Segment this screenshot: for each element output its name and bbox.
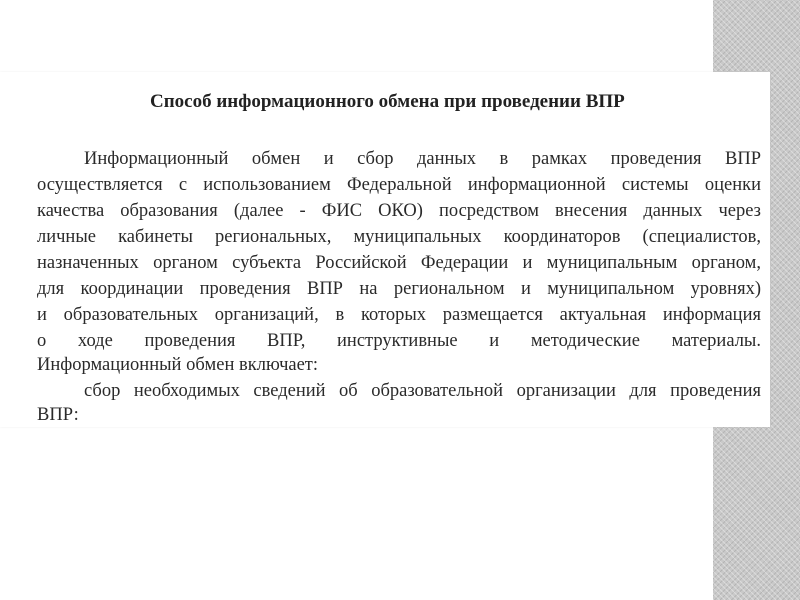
document-line: личные кабинеты региональных, муниципальных координаторов (специалистов, <box>37 227 761 247</box>
document-scan <box>0 72 770 427</box>
document-line: качества образования (далее - ФИС ОКО) посредством внесения данных через <box>37 201 761 221</box>
document-line: Информационный обмен включает: <box>37 355 319 375</box>
document-line: и образовательных организаций, в которых размещается актуальная информация <box>37 305 761 325</box>
document-line: назначенных органом субъекта Российской Федерации и муниципальным органом, <box>37 253 761 273</box>
document-line: ВПР: <box>37 405 79 425</box>
document-title: Способ информационного обмена при проведении ВПР <box>150 91 625 112</box>
document-line: сбор необходимых сведений об образовательной организации для проведения <box>84 381 761 401</box>
document-line: осуществляется с использованием Федеральной информационной системы оценки <box>37 175 761 195</box>
document-line: для координации проведения ВПР на региональном и муниципальном уровнях) <box>37 279 761 299</box>
document-line: о ходе проведения ВПР, инструктивные и методические материалы. <box>37 331 761 351</box>
document-line: Информационный обмен и сбор данных в рамках проведения ВПР <box>84 149 761 169</box>
